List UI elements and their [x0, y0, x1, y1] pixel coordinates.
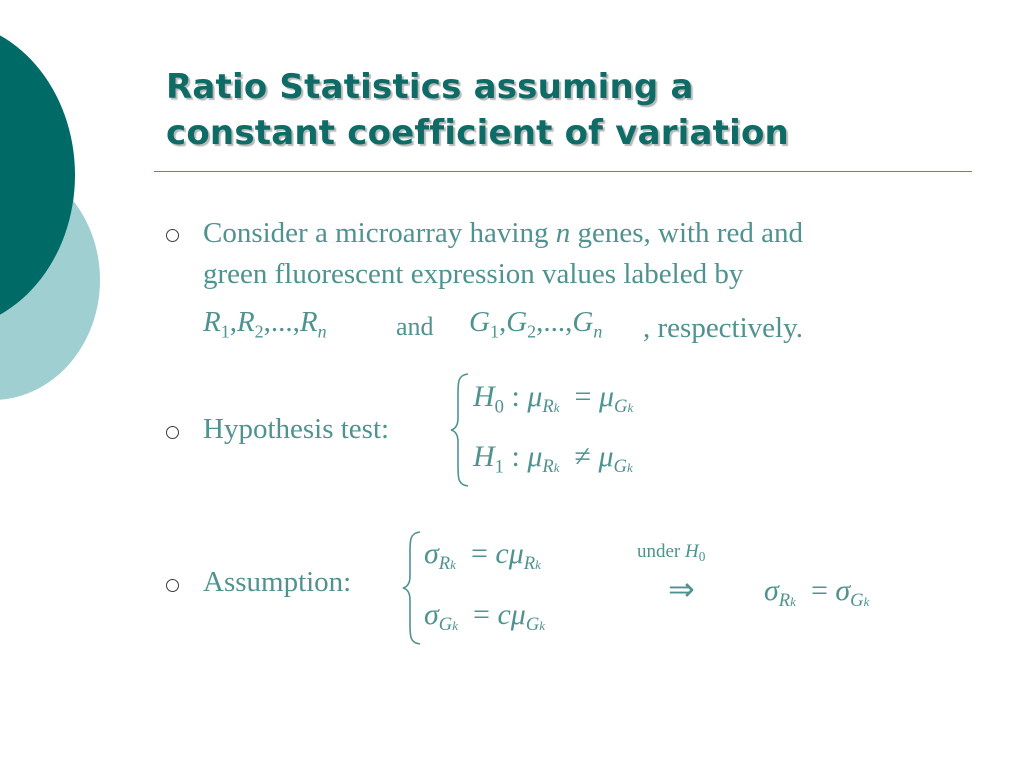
assumption-label: Assumption:	[203, 566, 352, 598]
title-line-1: Ratio Statistics assuming a	[166, 67, 694, 107]
respectively-text: , respectively.	[643, 312, 803, 344]
hypothesis-test-label: Hypothesis test:	[203, 413, 390, 445]
bullet-1-line-1: Consider a microarray having n genes, with red and	[203, 217, 803, 249]
implies-arrow: ⇒	[668, 571, 695, 607]
alternative-hypothesis-formula: $H_1$ : μRk ≠ μGk	[473, 440, 633, 478]
equal-sigma-result-formula: σRk = σGk	[764, 574, 870, 611]
red-cv-formula: σRk = cμRk	[424, 537, 541, 574]
title-divider	[154, 171, 972, 172]
red-values-formula: $R_1,R_2,...,R_n$	[203, 306, 327, 342]
hypothesis-brace	[448, 372, 472, 488]
bullet-1-line-2: green fluorescent expression values labeled by	[203, 258, 744, 290]
green-values-formula: $G_1,G_2,...,G_n$	[469, 306, 603, 342]
bullet-marker-3	[166, 579, 179, 592]
and-word: and	[396, 312, 434, 341]
assumption-brace	[400, 530, 424, 646]
bullet-marker-1	[166, 229, 179, 242]
under-label: under $H_0$	[637, 541, 706, 564]
title-line-2: constant coefficient of variation	[166, 113, 789, 153]
green-cv-formula: σGk = cμGk	[424, 598, 546, 635]
bullet-marker-2	[166, 426, 179, 439]
null-hypothesis-formula: $H_0$ : μRk = μGk	[473, 380, 634, 418]
slide-title	[166, 64, 986, 156]
